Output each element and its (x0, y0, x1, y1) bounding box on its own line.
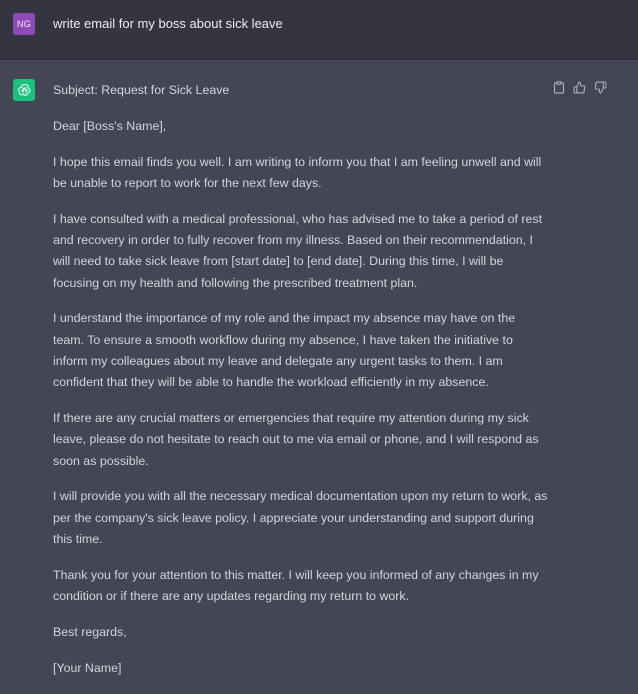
email-closing: Best regards, (53, 624, 127, 639)
email-signature: [Your Name] (53, 660, 122, 675)
thumbs-down-icon[interactable] (593, 80, 608, 95)
email-paragraph: I have consulted with a medical professional, who has advised me to take a period of rest and recovery in order to fully recover from my illness. Based on their recommendation, I will need to take sick leave from [start date] to [end date]. During this time, I will be focusing on my health and following the prescribed treatment plan. (53, 211, 543, 290)
email-paragraph: I hope this email finds you well. I am writing to inform you that I am feeling unwell and will be unable to report to work for the next few days. (53, 154, 542, 190)
user-avatar: NG (13, 13, 35, 35)
email-paragraph: If there are any crucial matters or emergencies that require my attention during my sick leave, please do not hesitate to reach out to me via email or phone, and I will respond as soon as possible. (53, 411, 539, 468)
thumbs-up-icon[interactable] (572, 80, 587, 95)
copy-icon[interactable] (551, 80, 566, 95)
email-subject: Subject: Request for Sick Leave (53, 83, 230, 97)
email-paragraph: Thank you for your attention to this matter. I will keep you informed of any changes in my condition or if there are any updates regarding my return to work. (53, 567, 539, 604)
message-actions (551, 80, 608, 95)
email-paragraph: I understand the importance of my role and the impact my absence may have on the team. To ensure a smooth workflow during my absence, I have taken the initiative to inform my colleagues about my leave and delegate any urgent tasks to them. I am confident that they will be able to handle the workload efficiently in my absence. (53, 311, 516, 390)
user-message-row (0, 0, 638, 60)
user-message-text: write email for my boss about sick leave (53, 16, 283, 31)
assistant-message-row (0, 60, 638, 691)
openai-logo-icon (13, 79, 35, 101)
assistant-response (53, 80, 548, 694)
email-paragraph: I will provide you with all the necessary medical documentation upon my return to work, as per the company's sick leave policy. I appreciate your understanding and support during this time. (53, 489, 548, 547)
email-greeting: Dear [Boss's Name], (53, 118, 167, 133)
